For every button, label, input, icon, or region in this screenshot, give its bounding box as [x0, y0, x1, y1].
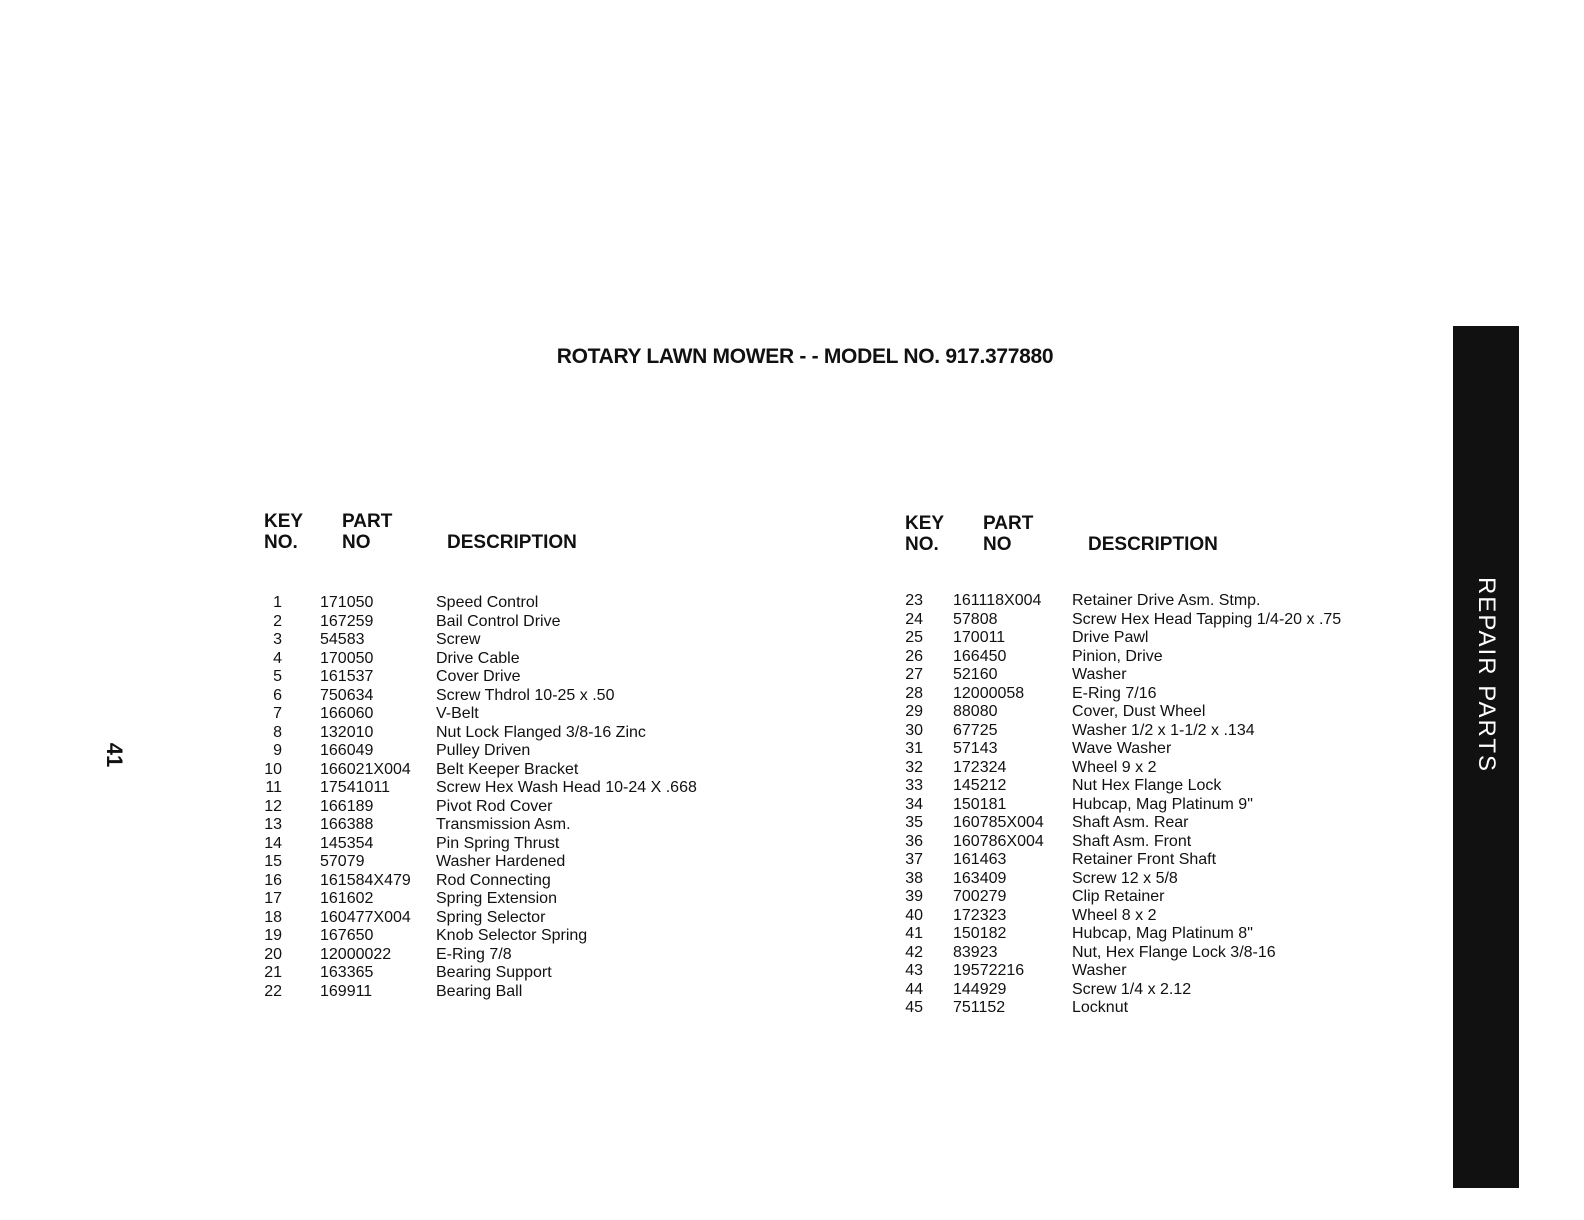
part-description: Screw 1/4 x 2.12 [1072, 980, 1192, 998]
part-number: 166189 [320, 797, 374, 815]
key-number: 13 [264, 816, 282, 833]
header-part-line2: NO [342, 532, 371, 553]
header-key-line2: NO. [264, 532, 298, 553]
key-number: 22 [264, 982, 282, 1000]
part-description: Bearing Support [436, 964, 552, 981]
part-description: Locknut [1072, 999, 1129, 1016]
part-number: 12000022 [320, 945, 392, 963]
part-number: 132010 [320, 723, 374, 741]
part-description: Wheel 8 x 2 [1072, 906, 1157, 924]
part-description: Nut Hex Flange Lock [1072, 777, 1222, 794]
key-number: 2 [273, 612, 282, 630]
key-number: 36 [905, 832, 923, 850]
header-key-line2: NO. [905, 534, 939, 555]
part-description: Drive Cable [436, 649, 520, 667]
part-description: Bail Control Drive [436, 612, 561, 630]
key-number: 23 [905, 592, 923, 609]
part-number: 166450 [953, 647, 1007, 665]
part-description: Washer [1072, 666, 1127, 683]
key-number: 9 [273, 742, 282, 759]
part-number: 161584X479 [320, 871, 411, 889]
part-number: 12000058 [953, 684, 1025, 702]
key-number: 19 [264, 927, 282, 944]
key-number: 1 [273, 594, 282, 611]
key-number: 18 [264, 908, 282, 926]
page-title: ROTARY LAWN MOWER - - MODEL NO. 917.377880 [556, 345, 1054, 368]
key-number: 26 [905, 647, 923, 665]
part-description: Speed Control [436, 594, 539, 611]
part-number: 52160 [953, 666, 998, 683]
part-description: Nut, Hex Flange Lock 3/8-16 [1072, 943, 1276, 961]
section-tab-label: REPAIR PARTS [1473, 576, 1500, 774]
part-description: Cover Drive [436, 668, 521, 685]
part-number: 150181 [953, 795, 1007, 813]
part-description: Screw Hex Head Tapping 1/4-20 x .75 [1072, 610, 1342, 628]
part-number: 750634 [320, 686, 374, 704]
key-number: 10 [264, 760, 282, 778]
key-number: 16 [264, 871, 282, 889]
part-description: Wave Washer [1072, 740, 1172, 757]
key-number: 28 [905, 684, 923, 702]
part-description: Shaft Asm. Front [1072, 832, 1192, 850]
part-number: 19572216 [953, 962, 1025, 979]
part-description: V-Belt [436, 705, 479, 722]
part-description: Spring Extension [436, 890, 557, 907]
key-number: 17 [264, 890, 282, 907]
key-number: 6 [273, 686, 282, 704]
key-number: 24 [905, 610, 923, 628]
key-number: 30 [905, 721, 923, 739]
part-number: 166060 [320, 705, 374, 722]
part-description: Screw 12 x 5/8 [1072, 869, 1178, 887]
part-number: 83923 [953, 943, 998, 961]
key-number: 5 [273, 668, 282, 685]
part-description: Screw Thdrol 10-25 x .50 [436, 686, 615, 704]
part-number: 17541011 [320, 779, 390, 796]
key-number: 4 [273, 649, 282, 667]
part-description: Hubcap, Mag Platinum 8" [1072, 925, 1253, 942]
part-description: Retainer Drive Asm. Stmp. [1072, 592, 1261, 609]
part-number: 145354 [320, 834, 374, 852]
part-number: 144929 [953, 980, 1007, 998]
part-number: 160786X004 [953, 832, 1044, 850]
header-part-line1: PART [983, 513, 1034, 534]
part-number: 145212 [953, 777, 1007, 794]
key-number: 25 [905, 629, 923, 646]
key-number: 12 [264, 797, 282, 815]
part-description: Pin Spring Thrust [436, 834, 560, 852]
part-number: 161463 [953, 851, 1007, 868]
part-description: Pulley Driven [436, 742, 531, 759]
key-number: 21 [264, 964, 282, 981]
part-description: Washer 1/2 x 1-1/2 x .134 [1072, 721, 1255, 739]
part-description: Washer [1072, 962, 1127, 979]
key-number: 11 [265, 779, 282, 796]
part-number: 166388 [320, 816, 374, 833]
key-number: 37 [905, 851, 923, 868]
key-number: 27 [905, 666, 923, 683]
part-number: 167650 [320, 927, 374, 944]
part-description: Screw [436, 631, 481, 648]
key-number: 14 [264, 834, 282, 852]
header-part-line2: NO [983, 534, 1012, 555]
key-number: 32 [905, 758, 923, 776]
part-number: 161118X004 [953, 592, 1042, 609]
part-number: 172323 [953, 906, 1007, 924]
part-description: Screw Hex Wash Head 10-24 X .668 [436, 779, 697, 796]
key-number: 33 [905, 777, 923, 794]
part-description: Transmission Asm. [436, 816, 571, 833]
part-description: Knob Selector Spring [436, 927, 588, 944]
key-number: 31 [905, 740, 923, 757]
part-number: 57808 [953, 610, 998, 628]
part-number: 169911 [320, 982, 373, 1000]
header-description: DESCRIPTION [1088, 534, 1218, 555]
key-number: 41 [905, 925, 923, 942]
key-number: 43 [905, 962, 923, 979]
key-number: 35 [905, 814, 923, 831]
part-number: 163365 [320, 964, 374, 981]
part-number: 67725 [953, 721, 998, 739]
key-number: 44 [905, 980, 923, 998]
part-description: Nut Lock Flanged 3/8-16 Zinc [436, 723, 646, 741]
part-description: Belt Keeper Bracket [436, 760, 579, 778]
part-number: 160785X004 [953, 814, 1044, 831]
part-description: Washer Hardened [436, 853, 566, 870]
part-description: Shaft Asm. Rear [1072, 814, 1189, 831]
key-number: 42 [905, 943, 923, 961]
part-number: 167259 [320, 612, 374, 630]
header-key-line1: KEY [905, 513, 945, 534]
part-description: Bearing Ball [436, 982, 523, 1000]
part-number: 166049 [320, 742, 374, 759]
part-number: 170050 [320, 649, 374, 667]
key-number: 40 [905, 906, 923, 924]
section-tab [1453, 326, 1519, 1188]
part-description: Rod Connecting [436, 871, 551, 889]
part-description: E-Ring 7/8 [436, 945, 512, 963]
part-number: 160477X004 [320, 908, 411, 926]
part-description: Pivot Rod Cover [436, 797, 553, 815]
part-number: 150182 [953, 925, 1007, 942]
key-number: 20 [264, 945, 282, 963]
key-number: 8 [273, 723, 282, 741]
key-number: 38 [905, 869, 923, 887]
key-number: 15 [264, 853, 282, 870]
header-description: DESCRIPTION [447, 532, 577, 553]
part-description: Hubcap, Mag Platinum 9" [1072, 795, 1253, 813]
part-number: 57143 [953, 740, 998, 757]
part-description: Cover, Dust Wheel [1072, 703, 1206, 720]
key-number: 34 [905, 795, 923, 813]
part-number: 172324 [953, 758, 1007, 776]
key-number: 39 [905, 888, 923, 905]
key-number: 3 [273, 631, 282, 648]
key-number: 29 [905, 703, 923, 720]
part-description: Spring Selector [436, 908, 546, 926]
part-number: 161537 [320, 668, 374, 685]
part-number: 751152 [953, 999, 1006, 1016]
header-part-line1: PART [342, 511, 393, 532]
part-description: Wheel 9 x 2 [1072, 758, 1157, 776]
key-number: 7 [273, 705, 282, 722]
part-number: 171050 [320, 594, 374, 611]
part-number: 161602 [320, 890, 374, 907]
part-description: Clip Retainer [1072, 888, 1165, 905]
part-number: 54583 [320, 631, 365, 648]
part-number: 88080 [953, 703, 998, 720]
part-description: Pinion, Drive [1072, 647, 1163, 665]
part-description: Retainer Front Shaft [1072, 851, 1217, 868]
part-number: 166021X004 [320, 760, 411, 778]
part-number: 700279 [953, 888, 1007, 905]
page-number: 41 [102, 742, 128, 768]
part-number: 170011 [953, 629, 1006, 646]
part-description: Drive Pawl [1072, 629, 1149, 646]
part-number: 57079 [320, 853, 365, 870]
part-number: 163409 [953, 869, 1007, 887]
header-key-line1: KEY [264, 511, 304, 532]
key-number: 45 [905, 999, 923, 1016]
part-description: E-Ring 7/16 [1072, 684, 1157, 702]
